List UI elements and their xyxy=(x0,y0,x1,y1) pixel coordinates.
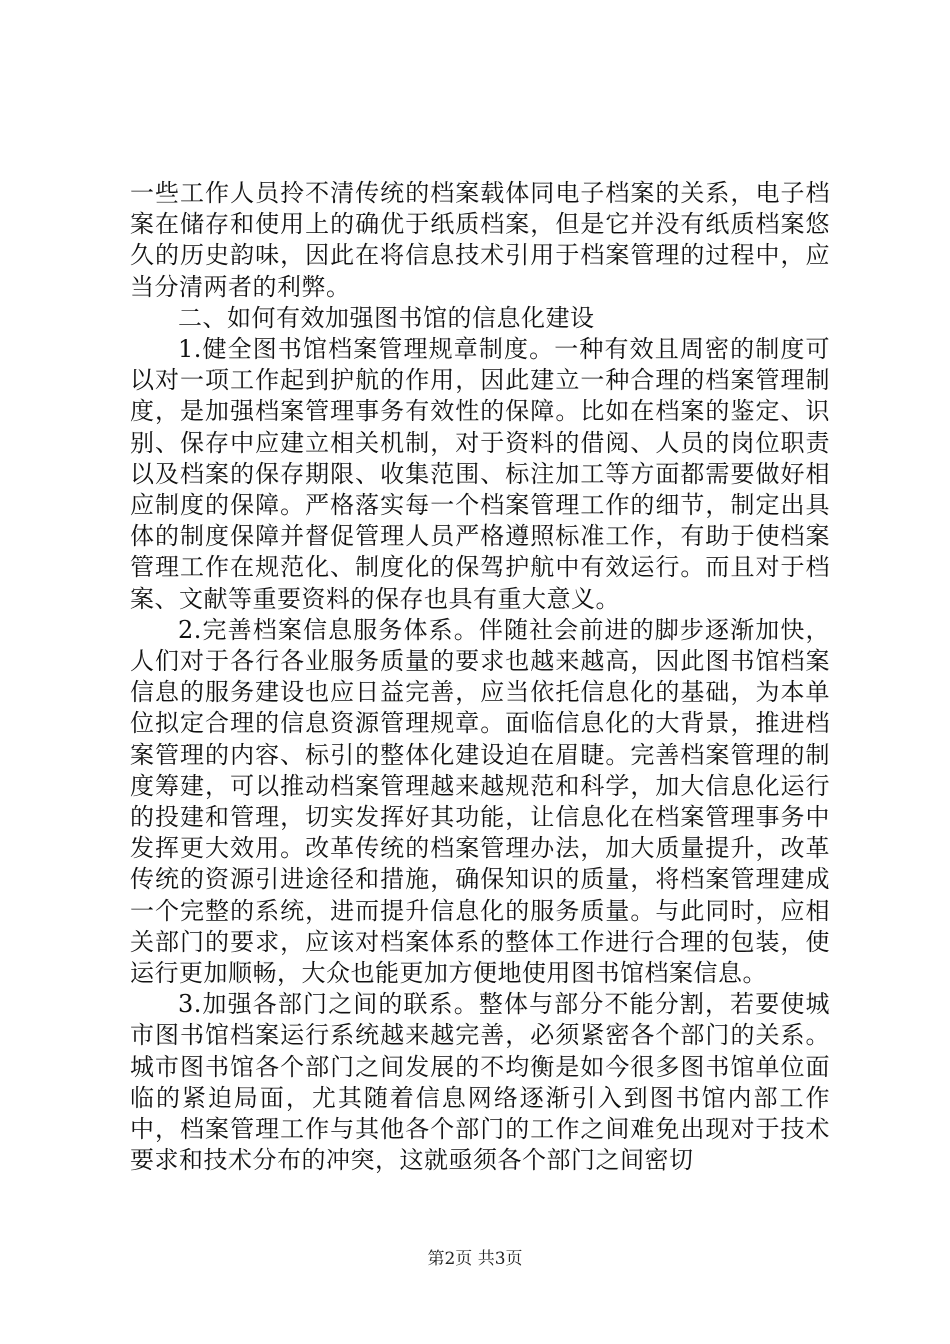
paragraph-item-3: 3.加强各部门之间的联系。整体与部分不能分割，若要使城市图书馆档案运行系统越来越完善，必须紧密各个部门的关系。城市图书馆各个部门之间发展的不均衡是如今很多图书馆单位面临的紧迫局面，尤其随着信息网络逐渐引入到图书馆内部工作中，档案管理工作与其他各个部门的工作之间难免出现对于技术要求和技术分布的冲突，这就亟须各个部门之间密切 xyxy=(130,990,830,1175)
paragraph-item-2: 2.完善档案信息服务体系。伴随社会前进的脚步逐渐加快，人们对于各行各业服务质量的要求也越来越高，因此图书馆档案信息的服务建设也应日益完善，应当依托信息化的基础，为本单位拟定合理的信息资源管理规章。面临信息化的大背景，推进档案管理的内容、标引的整体化建设迫在眉睫。完善档案管理的制度筹建，可以推动档案管理越来越规范和科学，加大信息化运行的投建和管理，切实发挥好其功能，让信息化在档案管理事务中发挥更大效用。改革传统的档案管理办法，加大质量提升，改革传统的资源引进途径和措施，确保知识的质量，将档案管理建成一个完整的系统，进而提升信息化的服务质量。与此同时，应相关部门的要求，应该对档案体系的整体工作进行合理的包装，使运行更加顺畅，大众也能更加方便地使用图书馆档案信息。 xyxy=(130,615,830,988)
document-body xyxy=(130,178,830,1177)
paragraph-continuation: 一些工作人员拎不清传统的档案载体同电子档案的关系，电子档案在储存和使用上的确优于纸质档案，但是它并没有纸质档案悠久的历史韵味，因此在将信息技术引用于档案管理的过程中，应当分清两者的利弊。 xyxy=(130,179,830,301)
page-number-label: 第2页 共3页 xyxy=(427,1249,523,1269)
paragraph-item-1: 1.健全图书馆档案管理规章制度。一种有效且周密的制度可以对一项工作起到护航的作用，因此建立一种合理的档案管理制度，是加强档案管理事务有效性的保障。比如在档案的鉴定、识别、保存中应建立相关机制，对于资料的借阅、人员的岗位职责以及档案的保存期限、收集范围、标注加工等方面都需要做好相应制度的保障。严格落实每一个档案管理工作的细节，制定出具体的制度保障并督促管理人员严格遵照标准工作，有助于使档案管理工作在规范化、制度化的保驾护航中有效运行。而且对于档案、文献等重要资料的保存也具有重大意义。 xyxy=(130,335,830,613)
section-heading: 二、如何有效加强图书馆的信息化建设 xyxy=(178,303,595,332)
page-footer xyxy=(0,1244,950,1269)
